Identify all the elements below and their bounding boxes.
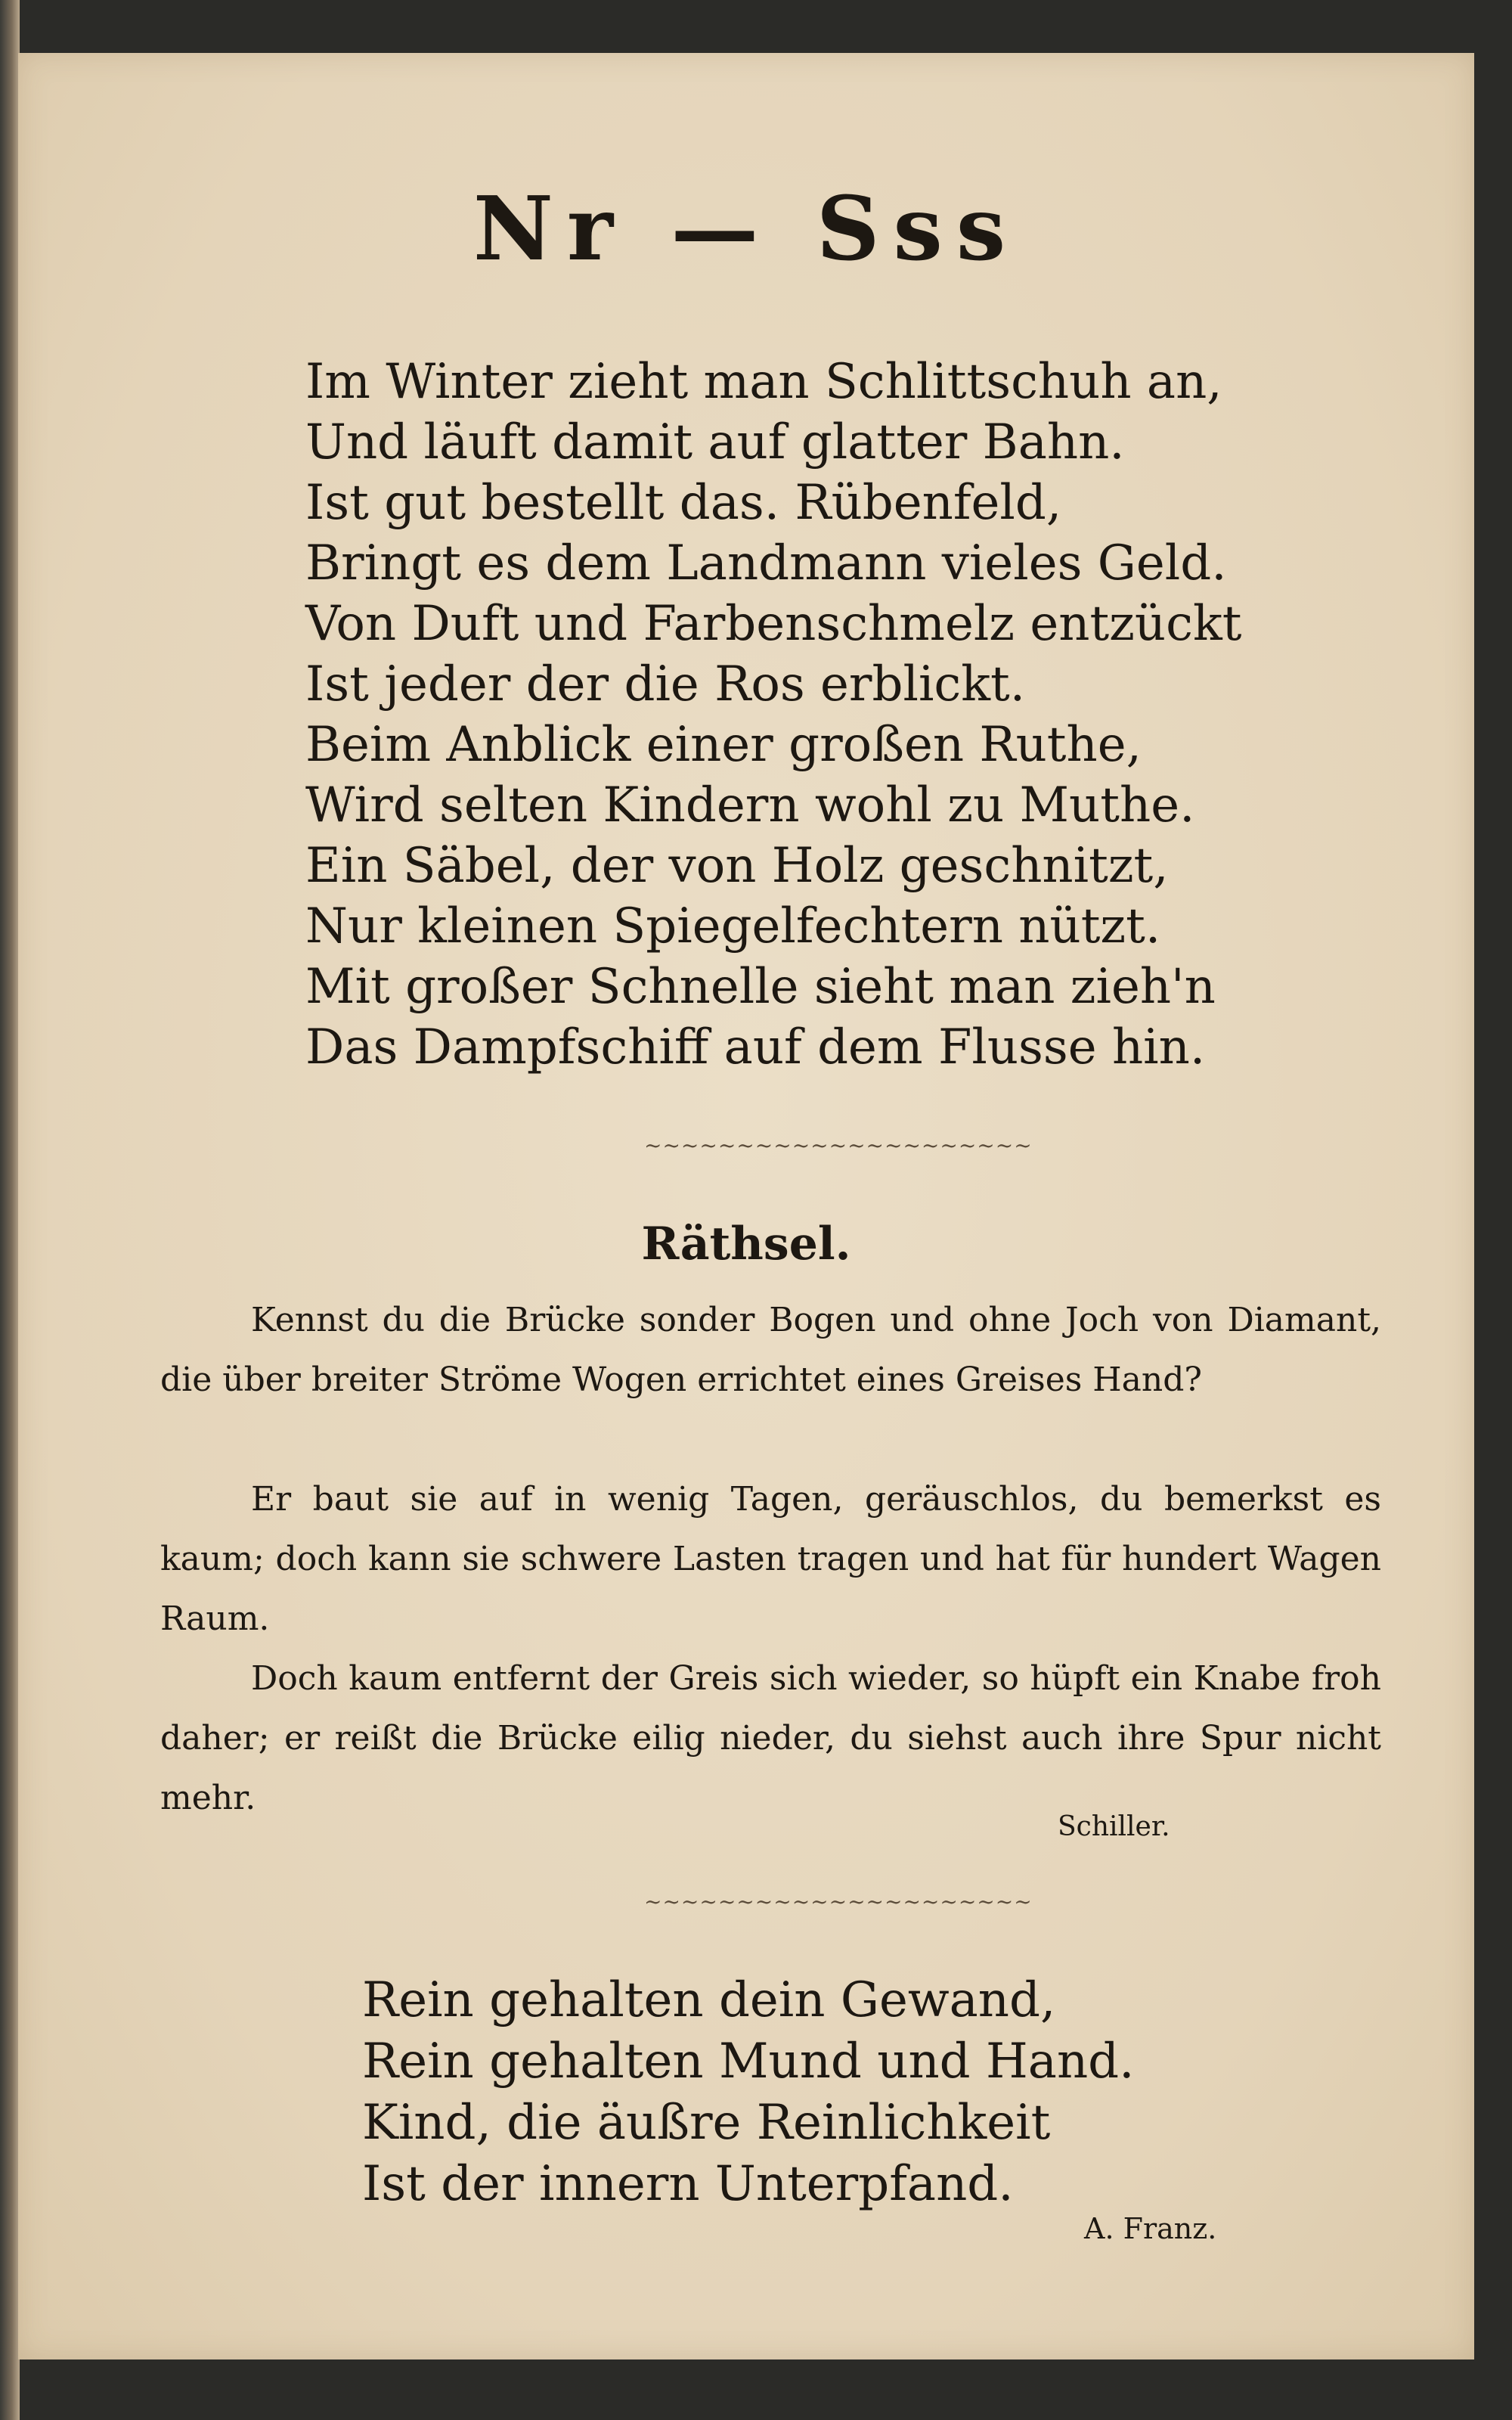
riddle-paragraph-text: Doch kaum entfernt der Greis sich wieder, so hüpft ein Knabe froh daher; er reißt die Brücke eilig nieder, du siehst auch ihre Spur nicht mehr. [160, 1659, 1381, 1817]
poem-line: Ist jeder der die Ros erblickt. [305, 656, 1026, 712]
ornamental-divider: ~~~~~~~~~~~~~~~~~~~~~ [644, 1889, 1033, 1914]
book-spine-edge [0, 0, 20, 2420]
ornamental-divider: ~~~~~~~~~~~~~~~~~~~~~ [644, 1133, 1033, 1158]
poem-line: Von Duft und Farbenschmelz entzückt [305, 596, 1242, 652]
poem-line: Nur kleinen Spiegelfechtern nützt. [305, 898, 1161, 954]
verse-line: Ist der innern Unterpfand. [362, 2156, 1014, 2212]
poem-line: Bringt es dem Landmann vieles Geld. [305, 535, 1227, 591]
poem-line: Wird selten Kindern wohl zu Muthe. [305, 777, 1195, 833]
poem-line: Ist gut bestellt das. Rübenfeld, [305, 475, 1062, 531]
poem-line: Und läuft damit auf glatter Bahn. [305, 414, 1125, 470]
riddle-paragraph [160, 1290, 1381, 1410]
riddle-title: Räthsel. [641, 1218, 851, 1270]
poem-line: Das Dampfschiff auf dem Flusse hin. [305, 1019, 1206, 1075]
verse-line: Rein gehalten Mund und Hand. [362, 2034, 1135, 2090]
poem-line: Ein Säbel, der von Holz geschnitzt, [305, 838, 1169, 894]
page-title: Nr — Sss [472, 178, 1020, 281]
poem-line: Beim Anblick einer großen Ruthe, [305, 717, 1142, 773]
riddle-paragraph-text: Kennst du die Brücke sonder Bogen und ohne Joch von Diamant, die über breiter Ströme Wogen errichtet eines Greises Hand? [160, 1301, 1381, 1399]
book-page [18, 53, 1474, 2360]
riddle-paragraph [160, 1469, 1381, 1649]
riddle-paragraph [160, 1649, 1381, 1828]
poem [305, 352, 1241, 1078]
poem-line: Im Winter zieht man Schlittschuh an, [305, 354, 1222, 410]
verse-line: Rein gehalten dein Gewand, [362, 1972, 1056, 2028]
verse-attribution: A. Franz. [1084, 2212, 1217, 2245]
verse [362, 1970, 1134, 2215]
verse-line: Kind, die äußre Reinlichkeit [362, 2095, 1051, 2151]
riddle-attribution: Schiller. [1058, 1811, 1170, 1842]
poem-line: Mit großer Schnelle sieht man zieh'n [305, 959, 1216, 1015]
riddle-paragraph-text: Er baut sie auf in wenig Tagen, geräuschlos, du bemerkst es kaum; doch kann sie schwere Lasten tragen und hat für hundert Wagen Raum. [160, 1480, 1381, 1638]
